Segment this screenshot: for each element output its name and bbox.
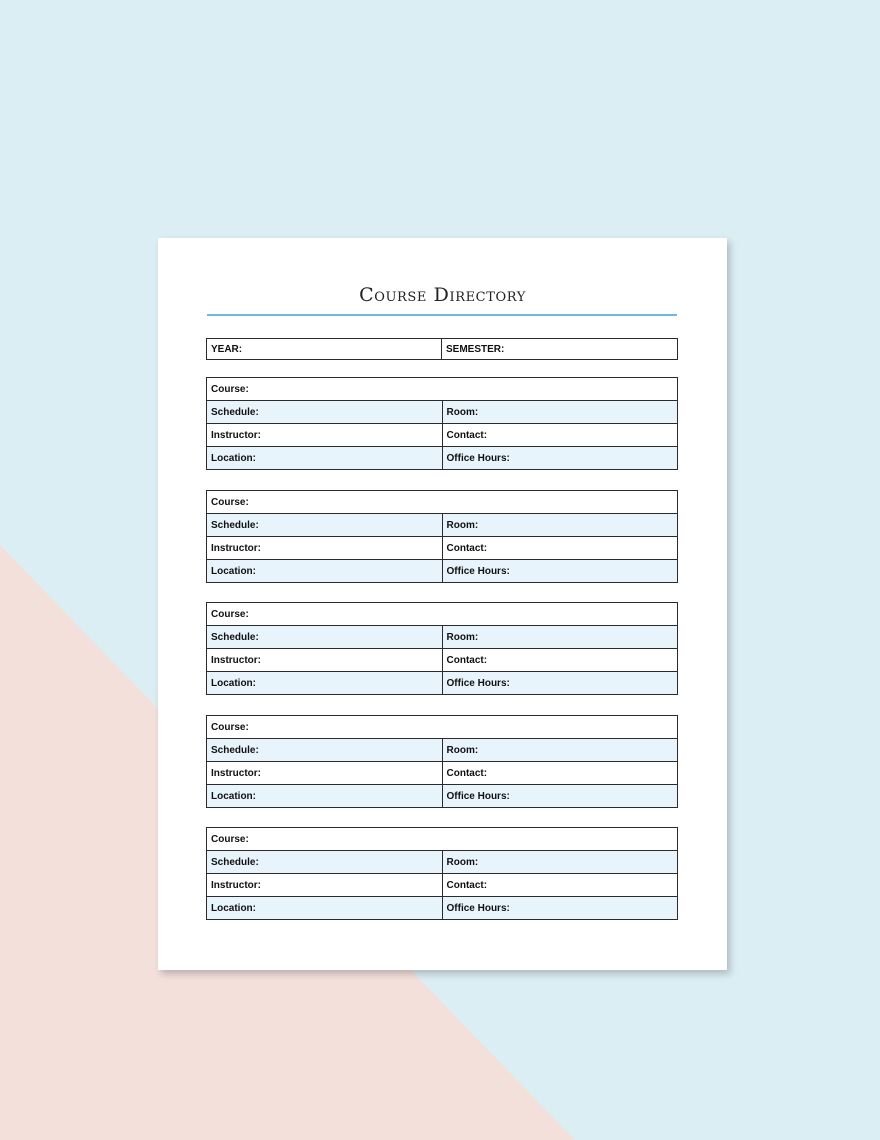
contact-field[interactable]: Contact:: [442, 424, 678, 447]
location-field[interactable]: Location:: [207, 785, 443, 808]
schedule-row: [207, 739, 678, 762]
page-title: Course Directory: [359, 284, 526, 306]
year-semester-table: [206, 338, 678, 360]
location-row: [207, 785, 678, 808]
schedule-field[interactable]: Schedule:: [207, 851, 443, 874]
course-row: [207, 378, 678, 401]
schedule-field[interactable]: Schedule:: [207, 739, 443, 762]
schedule-row: [207, 401, 678, 424]
course-row: [207, 716, 678, 739]
contact-field[interactable]: Contact:: [442, 762, 678, 785]
course-field[interactable]: Course:: [207, 378, 678, 401]
course-row: [207, 603, 678, 626]
office-hours-field[interactable]: Office Hours:: [442, 447, 678, 470]
course-field[interactable]: Course:: [207, 491, 678, 514]
contact-field[interactable]: Contact:: [442, 537, 678, 560]
office-hours-field[interactable]: Office Hours:: [442, 897, 678, 920]
course-field[interactable]: Course:: [207, 716, 678, 739]
instructor-field[interactable]: Instructor:: [207, 649, 443, 672]
location-field[interactable]: Location:: [207, 897, 443, 920]
room-field[interactable]: Room:: [442, 739, 678, 762]
office-hours-field[interactable]: Office Hours:: [442, 672, 678, 695]
instructor-row: [207, 424, 678, 447]
instructor-field[interactable]: Instructor:: [207, 762, 443, 785]
location-field[interactable]: Location:: [207, 560, 443, 583]
schedule-row: [207, 514, 678, 537]
room-field[interactable]: Room:: [442, 514, 678, 537]
schedule-row: [207, 851, 678, 874]
course-row: [207, 491, 678, 514]
schedule-row: [207, 626, 678, 649]
contact-field[interactable]: Contact:: [442, 649, 678, 672]
course-row: [207, 828, 678, 851]
title-underline: [207, 314, 677, 316]
instructor-field[interactable]: Instructor:: [207, 874, 443, 897]
instructor-row: [207, 537, 678, 560]
location-row: [207, 560, 678, 583]
contact-field[interactable]: Contact:: [442, 874, 678, 897]
course-field[interactable]: Course:: [207, 828, 678, 851]
room-field[interactable]: Room:: [442, 401, 678, 424]
semester-field[interactable]: SEMESTER:: [442, 339, 678, 360]
office-hours-field[interactable]: Office Hours:: [442, 785, 678, 808]
instructor-field[interactable]: Instructor:: [207, 537, 443, 560]
instructor-field[interactable]: Instructor:: [207, 424, 443, 447]
room-field[interactable]: Room:: [442, 626, 678, 649]
location-row: [207, 447, 678, 470]
room-field[interactable]: Room:: [442, 851, 678, 874]
location-row: [207, 897, 678, 920]
course-field[interactable]: Course:: [207, 603, 678, 626]
office-hours-field[interactable]: Office Hours:: [442, 560, 678, 583]
course-directory-sheet: [158, 238, 727, 970]
instructor-row: [207, 649, 678, 672]
instructor-row: [207, 762, 678, 785]
location-field[interactable]: Location:: [207, 672, 443, 695]
schedule-field[interactable]: Schedule:: [207, 514, 443, 537]
location-row: [207, 672, 678, 695]
year-semester-row: [207, 339, 678, 360]
location-field[interactable]: Location:: [207, 447, 443, 470]
instructor-row: [207, 874, 678, 897]
schedule-field[interactable]: Schedule:: [207, 626, 443, 649]
year-field[interactable]: YEAR:: [207, 339, 442, 360]
schedule-field[interactable]: Schedule:: [207, 401, 443, 424]
